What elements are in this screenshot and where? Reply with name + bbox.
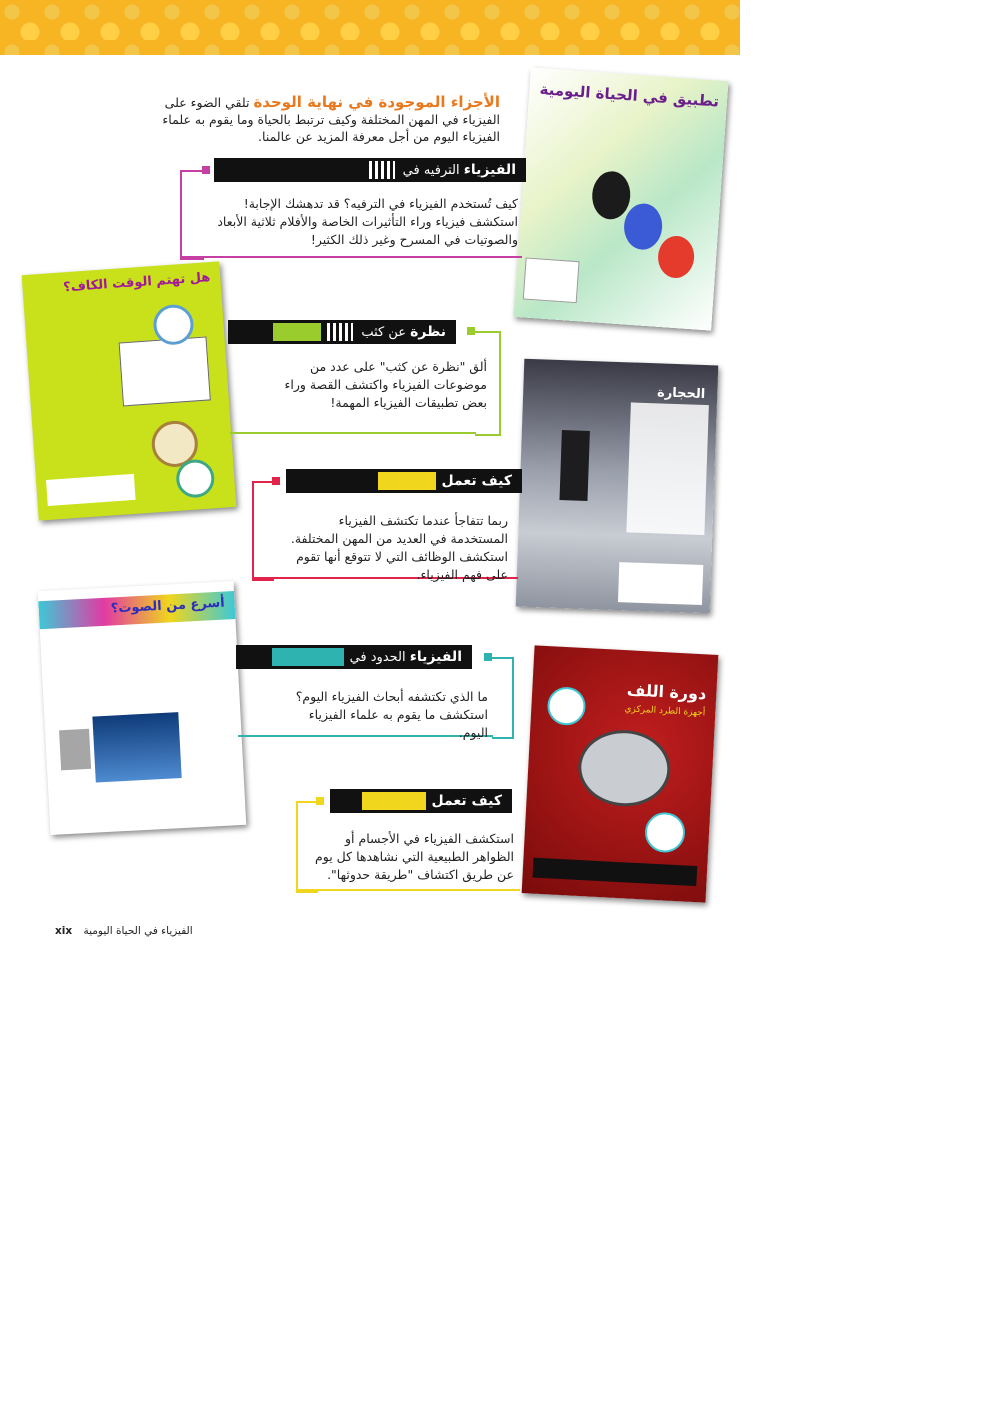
photo-image <box>59 729 91 771</box>
callout-bubble <box>644 811 686 853</box>
magazine-entertainment-title: تطبيق في الحياة اليومية <box>539 80 720 111</box>
section-frontiers-title: الفيزياء الحدود في <box>349 649 462 665</box>
blue-head-image <box>623 202 664 251</box>
magazine-entertainment <box>514 67 729 330</box>
magazine-how-it-works-2-subtitle: أجهزة الطرد المركزي <box>624 704 706 719</box>
graph-image <box>119 336 211 406</box>
section-frontiers-marker <box>484 653 492 661</box>
section-how-it-works-2-connector-bottom <box>296 889 520 891</box>
section-frontiers-desc: ما الذي تكتشفه أبحاث الفيزياء اليوم؟ استكشف ما يقوم به علماء الفيزياء اليوم. <box>295 689 488 740</box>
magazine-frontiers-title: أسرع من الصوت؟ <box>110 595 226 617</box>
intro-highlight: الأجزاء الموجودة في نهاية الوحدة <box>253 93 500 111</box>
magazine-closer-look <box>22 261 237 520</box>
page-number: xix <box>55 925 73 937</box>
red-head-image <box>657 235 696 279</box>
magazine-closer-look-title: هل تهتم الوقت الكاف؟ <box>62 270 211 296</box>
callout-bubble <box>547 686 587 726</box>
magazine-sidebar-box <box>523 257 580 303</box>
section-how-it-works-2-desc: استكشف الفيزياء في الأجسام أو الظواهر الطبيعية التي نشاهدها كل يوم عن طريق اكتشاف "طريقة حدوثها". <box>315 831 514 882</box>
intro-text: تلقي الضوء على الفيزياء في المهن المختلفة وكيف ترتبط بالحياة وما يقوم به علماء الفيزياء اليوم من أجل معرفة المزيد عن عالمنا. <box>162 95 500 144</box>
magazine-caption-box <box>618 562 703 605</box>
accent-block <box>272 648 344 666</box>
section-closer-look-bar <box>228 320 456 344</box>
clock-image <box>175 458 216 499</box>
magazine-text-panel <box>626 402 708 535</box>
section-entertainment-desc: كيف تُستخدم الفيزياء في الترفيه؟ قد تدهشك الإجابة! استكشف فيزياء وراء التأثيرات الخاصة والأفلام ثلاثية الأبعاد والصوتيات في المسرح وغير ذلك الكثير! <box>217 196 518 247</box>
magazine-how-it-works-1-title: الحجارة <box>656 385 706 403</box>
magazine-caption-box <box>46 474 136 506</box>
footer-label: الفيزياء في الحياة اليومية <box>83 925 193 937</box>
section-frontiers-connector <box>492 657 514 739</box>
magazine-frontiers <box>38 581 247 835</box>
stripes-decoration <box>327 323 353 341</box>
centrifuge-image <box>576 728 672 809</box>
page-footer <box>55 925 193 937</box>
section-how-it-works-1-title: كيف تعمل <box>441 473 512 489</box>
section-entertainment-title: الفيزياء الترفيه في <box>402 162 516 178</box>
section-closer-look-marker <box>467 327 475 335</box>
intro-paragraph <box>160 94 500 145</box>
accent-block <box>273 323 321 341</box>
accent-block <box>362 792 426 810</box>
magazine-how-it-works-2-title: دورة اللف <box>626 680 707 704</box>
section-how-it-works-1-connector <box>252 481 274 581</box>
section-closer-look-title: نظرة عن كثب <box>361 324 446 340</box>
magazine-how-it-works-2 <box>522 645 719 902</box>
magazine-how-it-works-1 <box>516 359 719 614</box>
section-how-it-works-2-title: كيف تعمل <box>431 793 502 809</box>
chart-image <box>92 712 181 782</box>
stripes-decoration <box>369 161 395 179</box>
magazine-caption-band <box>532 858 697 887</box>
section-how-it-works-1-bar <box>286 469 522 493</box>
section-frontiers-bar <box>236 645 472 669</box>
section-how-it-works-2-bar <box>330 789 512 813</box>
accent-block <box>378 472 436 490</box>
section-closer-look-connector-bottom <box>230 432 476 434</box>
top-decorative-banner <box>0 0 740 55</box>
section-entertainment-bar <box>214 158 526 182</box>
section-entertainment-connector-bottom <box>180 256 522 258</box>
section-entertainment-connector <box>180 170 204 260</box>
section-how-it-works-1-desc: ربما تتفاجأ عندما تكتشف الفيزياء المستخدمة في العديد من المهن المختلفة. استكشف الوظائف التي لا تتوقع أنها تقوم على فهم الفيزياء. <box>290 513 508 582</box>
section-closer-look-desc: ألق "نظرة عن كثب" على عدد من موضوعات الفيزياء واكتشف القصة وراء بعض تطبيقات الفيزياء المهمة! <box>284 359 487 410</box>
black-head-image <box>591 170 632 221</box>
legs-image <box>559 430 589 501</box>
